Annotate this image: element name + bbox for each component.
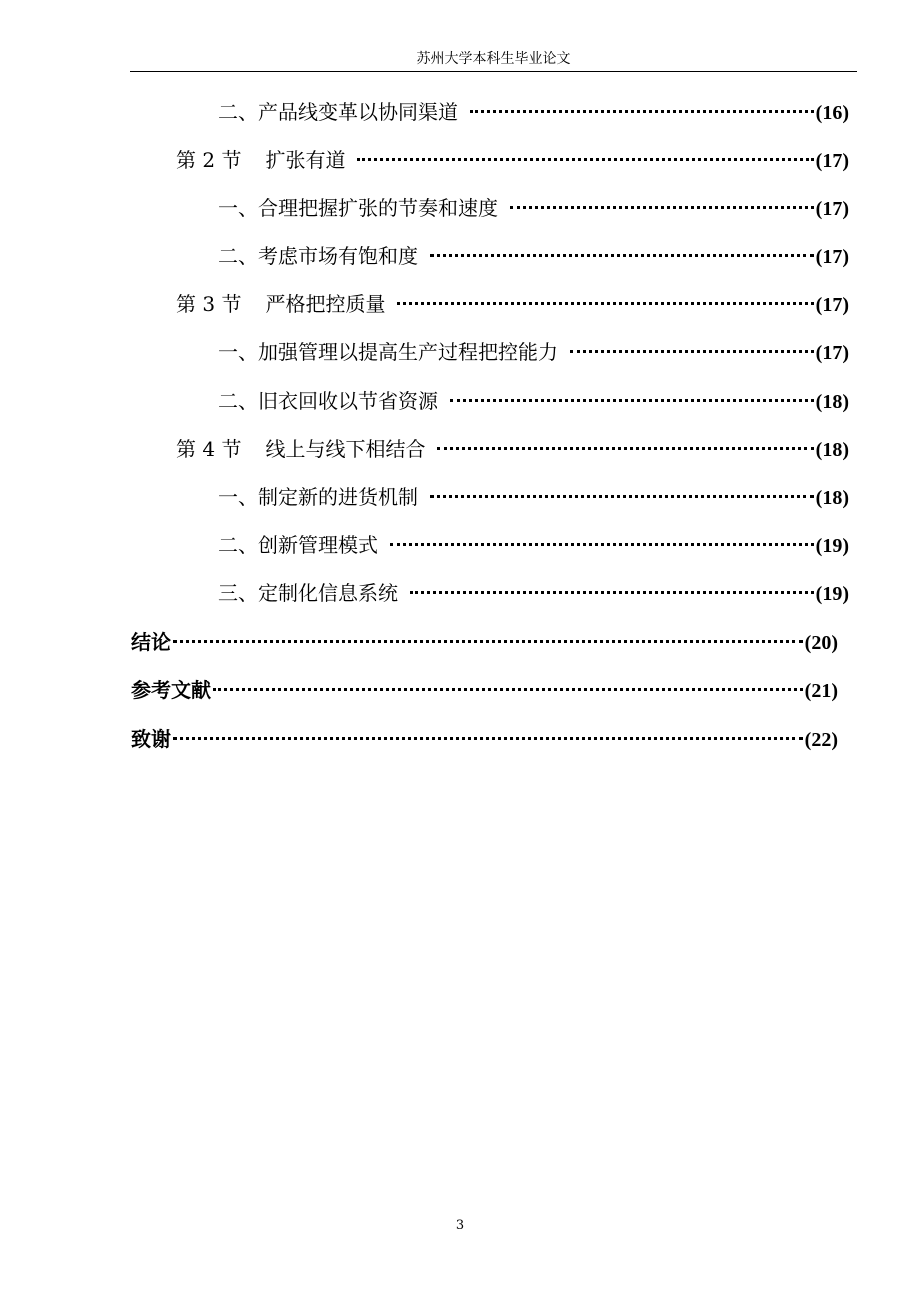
dot-leader: [390, 543, 814, 546]
toc-section-number: 第 2 节: [176, 148, 242, 172]
dot-leader: [437, 447, 813, 450]
toc-page-number: (17): [815, 198, 849, 220]
toc-entry[interactable]: [218, 530, 849, 560]
toc-section-entry[interactable]: [176, 145, 849, 175]
toc-page-number: (16): [815, 102, 849, 124]
dot-leader: [430, 254, 814, 257]
toc-entry-label: 严格把控质量: [265, 292, 386, 316]
toc-entry[interactable]: [218, 97, 849, 127]
dot-leader: [173, 737, 803, 740]
toc-entry-label: 结论: [131, 630, 171, 654]
page-number: 3: [455, 1218, 465, 1233]
toc-entry[interactable]: [218, 386, 849, 416]
toc-entry-label: 二、考虑市场有饱和度: [218, 244, 418, 268]
toc-page-number: (17): [815, 150, 849, 172]
toc-entry[interactable]: [218, 193, 849, 223]
toc-page-number: (19): [815, 535, 849, 557]
toc-entry-label: 二、创新管理模式: [218, 533, 378, 557]
toc-entry[interactable]: [218, 578, 849, 608]
toc-entry-label: 二、产品线变革以协同渠道: [218, 100, 458, 124]
toc-page-number: (21): [804, 680, 838, 702]
toc-section-number: 第 4 节: [176, 437, 242, 461]
toc-chapter-entry[interactable]: [131, 627, 838, 657]
toc-entry-label: 二、旧衣回收以节省资源: [218, 389, 438, 413]
toc-section-entry[interactable]: [176, 434, 849, 464]
dot-leader: [410, 591, 814, 594]
toc-entry-label: 扩张有道: [265, 148, 346, 172]
toc-entry-label: 三、定制化信息系统: [218, 581, 398, 605]
toc-entry-label: 参考文献: [131, 678, 211, 702]
toc-entry[interactable]: [218, 337, 849, 367]
toc-page-number: (17): [815, 294, 849, 316]
toc-page-number: (18): [815, 439, 849, 461]
toc-entry[interactable]: [218, 241, 849, 271]
dot-leader: [397, 302, 813, 305]
toc-entry-label: 一、加强管理以提高生产过程把控能力: [218, 340, 558, 364]
dot-leader: [430, 495, 814, 498]
dot-leader: [213, 688, 803, 691]
toc-entry-label: 一、合理把握扩张的节奏和速度: [218, 196, 498, 220]
dot-leader: [510, 206, 814, 209]
running-header: 苏州大学本科生毕业论文: [416, 51, 571, 67]
toc-page-number: (17): [815, 342, 849, 364]
toc-entry-label: 一、制定新的进货机制: [218, 485, 418, 509]
toc-chapter-entry[interactable]: [131, 724, 838, 754]
toc-page-number: (18): [815, 487, 849, 509]
dot-leader: [470, 110, 814, 113]
toc-page-number: (20): [804, 632, 838, 654]
dot-leader: [357, 158, 813, 161]
toc-page-number: (19): [815, 583, 849, 605]
toc-entry[interactable]: [218, 482, 849, 512]
toc-entry-label: 致谢: [131, 727, 171, 751]
dot-leader: [173, 640, 803, 643]
toc-chapter-entry[interactable]: [131, 675, 838, 705]
toc-entry-label: 线上与线下相结合: [265, 437, 426, 461]
toc-section-entry[interactable]: [176, 289, 849, 319]
toc-page-number: (22): [804, 729, 838, 751]
dot-leader: [450, 399, 814, 402]
toc-page-number: (17): [815, 246, 849, 268]
dot-leader: [570, 350, 814, 353]
toc-section-number: 第 3 节: [176, 292, 242, 316]
toc-page-number: (18): [815, 391, 849, 413]
